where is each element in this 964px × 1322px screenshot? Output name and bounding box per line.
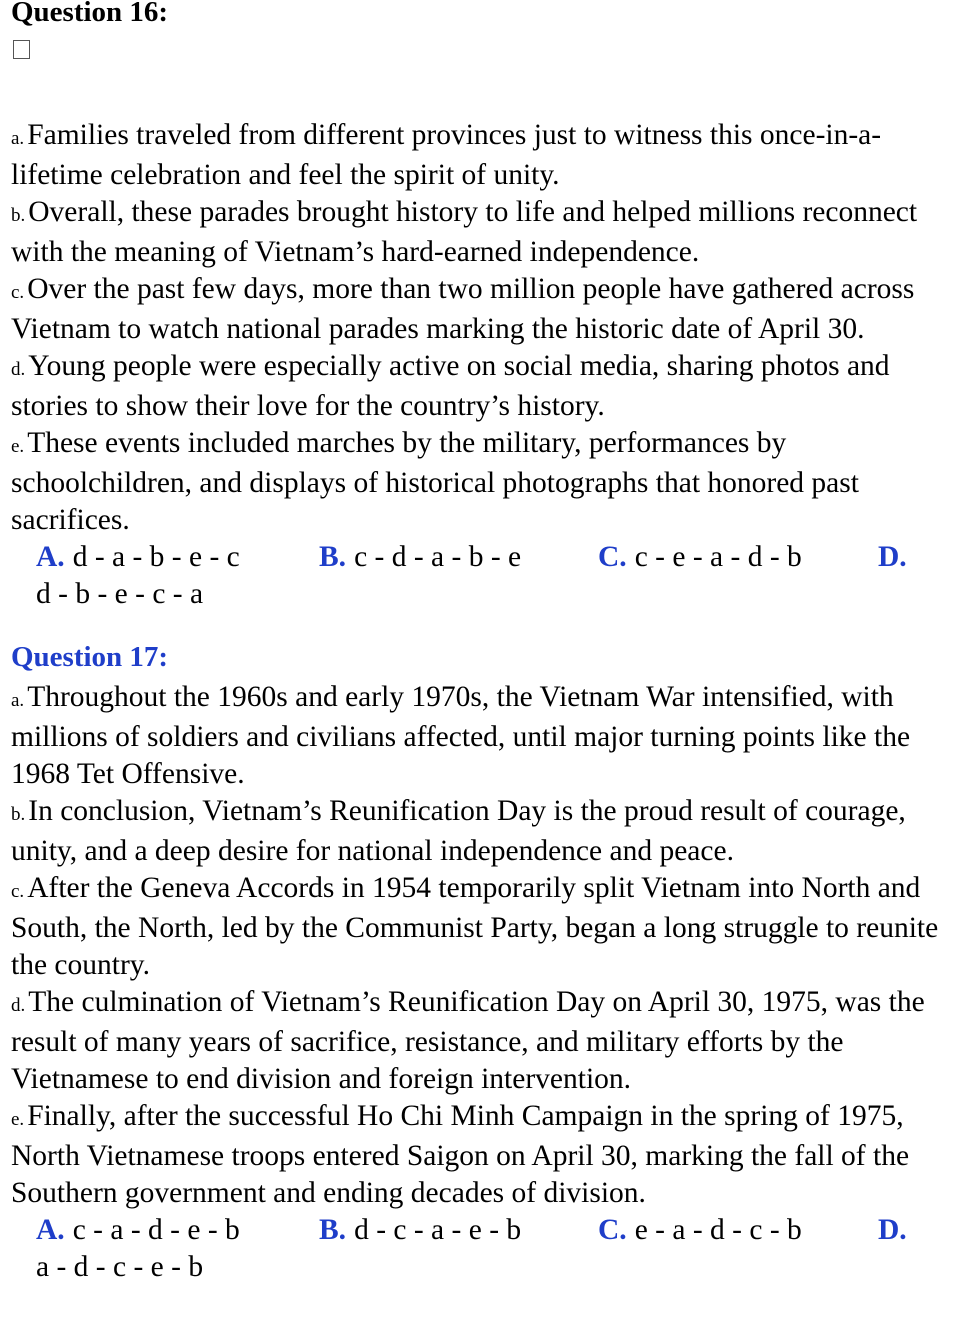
item-letter: e. (11, 436, 25, 457)
option-letter: B. (319, 541, 347, 573)
item-letter: a. (11, 128, 25, 149)
option-b[interactable] (319, 1212, 521, 1249)
option-letter: B. (319, 1214, 347, 1246)
sentence-item (11, 1098, 956, 1212)
answer-options (36, 1212, 956, 1286)
option-a[interactable] (36, 1212, 240, 1249)
option-text: e - a - d - c - b (634, 1214, 802, 1246)
option-c[interactable] (598, 1212, 802, 1249)
option-c[interactable] (598, 539, 802, 576)
item-text: The culmination of Vietnam’s Reunification Day on April 30, 1975, was the result of many years of sacrifice, resistance, and military efforts by the Vietnamese to end division and foreign intervention. (11, 986, 925, 1095)
option-d[interactable] (878, 539, 915, 576)
option-letter: A. (36, 541, 65, 573)
sentence-item (11, 425, 956, 539)
item-letter: c. (11, 881, 25, 902)
option-text: c - e - a - d - b (634, 541, 802, 573)
option-text: c - a - d - e - b (72, 1214, 240, 1246)
option-d[interactable] (878, 1212, 915, 1249)
item-text: Over the past few days, more than two million people have gathered across Vietnam to watch national parades marking the historic date of April 30. (11, 273, 915, 345)
sentence-item (11, 271, 956, 348)
item-letter: b. (11, 205, 26, 226)
item-letter: e. (11, 1109, 25, 1130)
sentence-item (11, 117, 956, 194)
option-letter: D. (878, 1214, 907, 1246)
sentence-item (11, 984, 956, 1098)
sentence-item (11, 870, 956, 984)
option-text: d - c - a - e - b (354, 1214, 522, 1246)
option-letter: D. (878, 541, 907, 573)
option-letter: C. (598, 1214, 627, 1246)
option-d-text[interactable]: a - d - c - e - b (36, 1251, 204, 1283)
option-letter: A. (36, 1214, 65, 1246)
option-letter: C. (598, 541, 627, 573)
sentence-item (11, 348, 956, 425)
item-text: Throughout the 1960s and early 1970s, the Vietnam War intensified, with millions of soldiers and civilians affected, until major turning points like the 1968 Tet Offensive. (11, 681, 911, 790)
item-letter: d. (11, 359, 26, 380)
item-text: Young people were especially active on social media, sharing photos and stories to show their love for the country’s history. (11, 350, 890, 422)
item-text: Overall, these parades brought history to life and helped millions reconnect with the meaning of Vietnam’s hard-earned independence. (11, 196, 918, 268)
question-16-title: Question 16: (11, 0, 169, 28)
answer-checkbox[interactable] (13, 40, 30, 59)
item-text: These events included marches by the military, performances by schoolchildren, and displays of historical photographs that honored past sacrifices. (11, 427, 859, 536)
answer-options (36, 539, 956, 613)
option-d-text[interactable]: d - b - e - c - a (36, 578, 204, 610)
item-letter: a. (11, 690, 25, 711)
question-16-passage (11, 117, 956, 613)
sentence-item (11, 679, 956, 793)
option-text: d - a - b - e - c (72, 541, 240, 573)
sentence-item (11, 194, 956, 271)
option-text: c - d - a - b - e (354, 541, 522, 573)
option-b[interactable] (319, 539, 521, 576)
item-letter: b. (11, 804, 26, 825)
option-a[interactable] (36, 539, 240, 576)
question-17-title: Question 17: (11, 641, 169, 673)
sentence-item (11, 793, 956, 870)
item-text: In conclusion, Vietnam’s Reunification Day is the proud result of courage, unity, and a deep desire for national independence and peace. (11, 795, 906, 867)
question-17-passage (11, 679, 956, 1286)
item-letter: c. (11, 282, 25, 303)
item-text: After the Geneva Accords in 1954 temporarily split Vietnam into North and South, the North, led by the Communist Party, began a long struggle to reunite the country. (11, 872, 939, 981)
item-text: Finally, after the successful Ho Chi Minh Campaign in the spring of 1975, North Vietnamese troops entered Saigon on April 30, marking the fall of the Southern government and ending decades of division. (11, 1100, 910, 1209)
item-letter: d. (11, 995, 26, 1016)
item-text: Families traveled from different provinces just to witness this once-in-a-lifetime celebration and feel the spirit of unity. (11, 119, 882, 191)
